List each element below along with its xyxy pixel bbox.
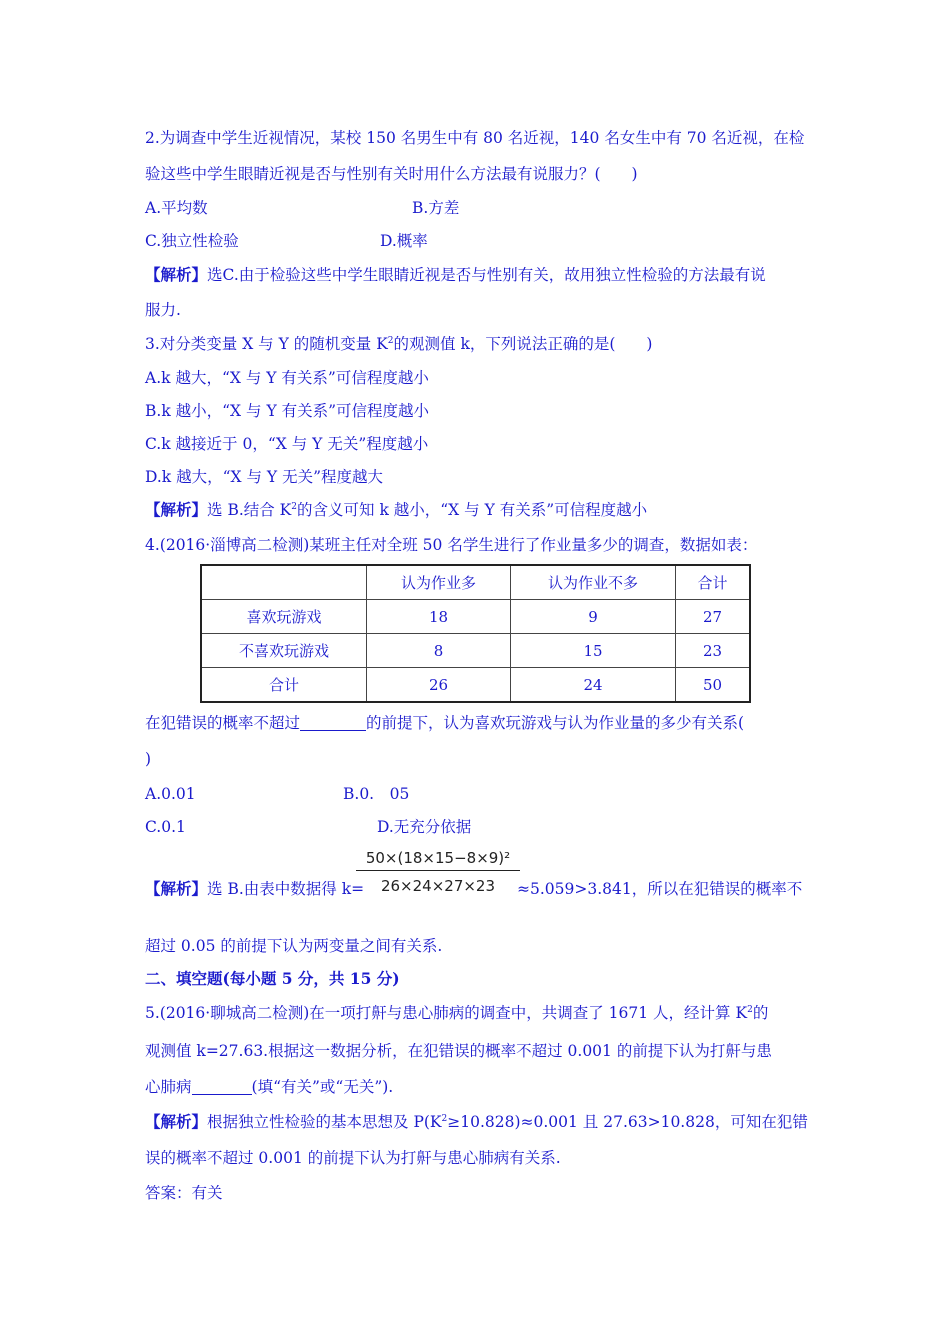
q4-analysis-part2: ≈5.059>3.841，所以在犯错误的概率不 (517, 880, 803, 898)
q2-option-a: A.平均数 (145, 199, 208, 217)
superscript: 2 (387, 336, 394, 346)
table-header-row (201, 565, 750, 600)
q3-option-b: B.k 越小，“X 与 Y 有关系”可信程度越小 (145, 402, 430, 420)
q2-stem-line1: 2.为调查中学生近视情况，某校 150 名男生中有 80 名近视，140 名女生中有 70 名近视，在检 (145, 129, 805, 147)
table-cell: 26 (367, 668, 511, 703)
formula-fraction (356, 846, 520, 897)
q4-analysis-line2: 超过 0.05 的前提下认为两变量之间有关系. (145, 937, 443, 955)
q5-stem-line2: 观测值 k=27.63.根据这一数据分析，在犯错误的概率不超过 0.001 的前提下认为打鼾与患 (145, 1042, 772, 1060)
formula-denominator: 26×24×27×23 (380, 877, 496, 895)
analysis-tag: 【解析】 (145, 500, 208, 519)
q4-analysis-part1: 选 B.由表中数据得 k= (207, 880, 365, 898)
analysis-tag: 【解析】 (145, 1112, 208, 1131)
section-title: 二、填空题(每小题 5 分，共 15 分) (145, 969, 400, 988)
q4-option-b: B.0. 05 (343, 785, 410, 803)
q3-stem-part1: 3.对分类变量 X 与 Y 的随机变量 K (145, 335, 388, 353)
q3-analysis-part2: 的含义可知 k 越小，“X 与 Y 有关系”可信程度越小 (297, 501, 648, 519)
q2-analysis-line2: 服力. (145, 301, 181, 319)
table-cell: 50 (676, 668, 751, 703)
q4-stem-line2 (145, 713, 744, 733)
survey-table (200, 564, 751, 703)
q2-option-c: C.独立性检验 (145, 232, 239, 250)
q2-analysis-text: 选C.由于检验这些中学生眼睛近视是否与性别有关，故用独立性检验的方法最有说 (207, 266, 766, 284)
table-cell: 24 (511, 668, 676, 703)
q4-stem-part1: 在犯错误的概率不超过 (145, 714, 301, 732)
superscript: 2 (291, 502, 298, 512)
table-row (201, 634, 750, 668)
table-cell: 9 (511, 600, 676, 634)
table-header-cell (201, 565, 367, 600)
table-cell: 27 (676, 600, 751, 634)
q4-option-c: C.0.1 (145, 818, 186, 836)
q4-stem-close: ) (145, 750, 152, 768)
q3-option-d: D.k 越大，“X 与 Y 无关”程度越大 (145, 468, 384, 486)
q4-stem-part2: 的前提下，认为喜欢玩游戏与认为作业量的多少有关系( (366, 714, 745, 732)
q3-analysis-part1: 选 B.结合 K (207, 501, 292, 519)
table-header-cell: 合计 (676, 565, 751, 600)
q3-option-c: C.k 越接近于 0，“X 与 Y 无关”程度越小 (145, 435, 429, 453)
q5-stem-part4: (填“有关”或“无关”). (251, 1078, 394, 1096)
q4-analysis-line1 (145, 879, 364, 899)
q5-stem-part3: 心肺病 (145, 1078, 192, 1096)
superscript: 2 (747, 1005, 753, 1015)
table-header-cell: 认为作业多 (367, 565, 511, 600)
table-row (201, 668, 750, 703)
superscript: 2 (441, 1114, 448, 1124)
q5-analysis-part2: ≥10.828)≈0.001 且 27.63>10.828，可知在犯错 (447, 1113, 808, 1131)
analysis-tag: 【解析】 (145, 879, 208, 898)
q3-stem (145, 334, 652, 354)
table-row (201, 600, 750, 634)
q2-analysis-line1 (145, 265, 766, 285)
q2-option-b: B.方差 (412, 199, 460, 217)
table-cell: 不喜欢玩游戏 (201, 634, 367, 668)
table-cell: 23 (676, 634, 751, 668)
q5-stem-part1: 5.(2016·聊城高二检测)在一项打鼾与患心肺病的调查中，共调查了 1671 人，经计算 K (145, 1004, 748, 1022)
q2-option-d: D.概率 (380, 232, 428, 250)
q5-stem-part2: 的 (752, 1004, 769, 1022)
table-cell: 18 (367, 600, 511, 634)
q3-stem-part2: 的观测值 k，下列说法正确的是( ) (393, 335, 653, 353)
fill-blank (300, 714, 366, 731)
table-cell: 喜欢玩游戏 (201, 600, 367, 634)
q4-option-a: A.0.01 (145, 785, 196, 803)
table-cell: 8 (367, 634, 511, 668)
q3-option-a: A.k 越大，“X 与 Y 有关系”可信程度越小 (145, 369, 429, 387)
table-cell: 合计 (201, 668, 367, 703)
q2-stem-line2: 验这些中学生眼睛近视是否与性别有关时用什么方法最有说服力？( ) (145, 165, 638, 183)
q5-stem-line3 (145, 1077, 393, 1097)
analysis-tag: 【解析】 (145, 265, 208, 284)
table-header-cell: 认为作业不多 (511, 565, 676, 600)
q4-stem-line1: 4.(2016·淄博高二检测)某班主任对全班 50 名学生进行了作业量多少的调查，数据如表： (145, 536, 758, 554)
q3-analysis (145, 500, 647, 520)
fill-blank (192, 1078, 252, 1095)
q5-analysis-part1: 根据独立性检验的基本思想及 P(K (207, 1113, 442, 1131)
table-cell: 15 (511, 634, 676, 668)
q5-stem-line1 (145, 1003, 768, 1023)
formula-numerator: 50×(18×15−8×9)² (356, 846, 520, 871)
q5-analysis-line1 (145, 1112, 808, 1132)
q5-answer: 答案：有关 (145, 1184, 223, 1202)
q5-analysis-line2: 误的概率不超过 0.001 的前提下认为打鼾与患心肺病有关系. (145, 1149, 561, 1167)
q4-option-d: D.无充分依据 (377, 818, 472, 836)
